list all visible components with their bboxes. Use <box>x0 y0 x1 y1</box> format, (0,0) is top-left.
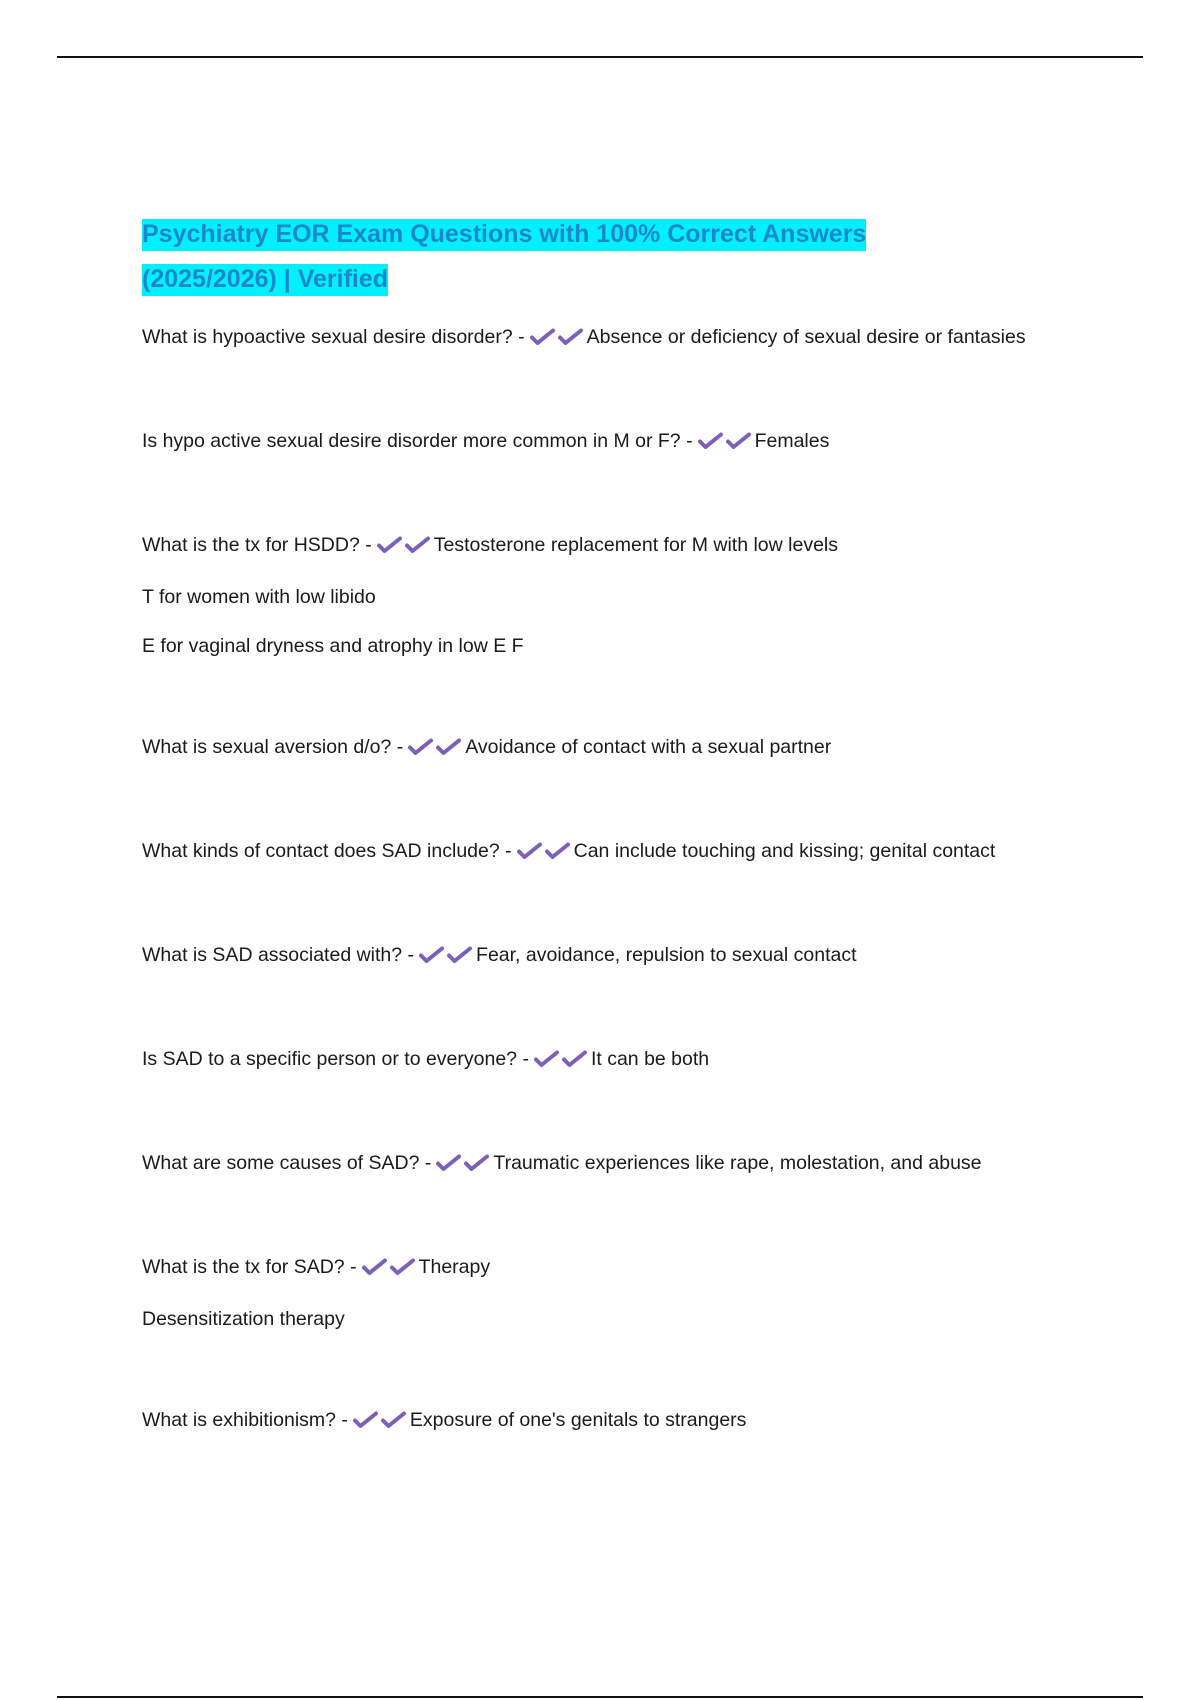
qa-line <box>142 938 1082 975</box>
check-icon <box>361 1258 389 1276</box>
check-icon <box>557 328 585 346</box>
qa-separator: - <box>424 1152 432 1174</box>
answer-text: Females <box>754 430 830 452</box>
qa-item <box>142 1042 1082 1079</box>
qa-line <box>142 424 1082 461</box>
verified-checks <box>529 323 585 357</box>
question-text: What is sexual aversion d/o? <box>142 736 392 758</box>
answer-text: Can include touching and kissing; genital contact <box>573 840 996 862</box>
question-text: Is hypo active sexual desire disorder more common in M or F? <box>142 430 681 452</box>
verified-checks <box>697 427 753 461</box>
answer-text: Therapy <box>418 1256 491 1278</box>
title-line-2: (2025/2026) | Verified <box>142 264 388 296</box>
check-icon <box>404 536 432 554</box>
qa-separator: - <box>505 840 512 862</box>
question-text: What is the tx for HSDD? <box>142 534 360 556</box>
check-icon <box>376 536 404 554</box>
qa-line <box>142 320 1082 357</box>
qa-separator: - <box>407 944 415 966</box>
check-icon <box>725 432 753 450</box>
qa-separator: - <box>350 1256 357 1278</box>
question-text: What is the tx for SAD? <box>142 1256 345 1278</box>
qa-item <box>142 834 1082 871</box>
qa-separator: - <box>522 1048 529 1070</box>
qa-line <box>142 1250 1082 1287</box>
qa-separator: - <box>396 736 404 758</box>
qa-line <box>142 1042 1082 1079</box>
check-icon <box>529 328 557 346</box>
qa-separator: - <box>518 326 525 348</box>
qa-separator: - <box>365 534 372 556</box>
qa-item <box>142 938 1082 975</box>
qa-item <box>142 320 1082 357</box>
check-icon <box>435 1154 463 1172</box>
check-icon <box>516 842 544 860</box>
qa-item <box>142 1250 1082 1336</box>
check-icon <box>352 1411 380 1429</box>
question-text: What are some causes of SAD? <box>142 1152 420 1174</box>
document-title <box>142 212 1082 302</box>
check-icon <box>533 1050 561 1068</box>
check-icon <box>561 1050 589 1068</box>
qa-line <box>142 1403 1082 1440</box>
question-text: What is SAD associated with? <box>142 944 403 966</box>
qa-separator: - <box>341 1409 348 1431</box>
check-icon <box>435 738 463 756</box>
verified-checks <box>533 1045 589 1079</box>
qa-line <box>142 1146 1082 1183</box>
document-body <box>142 212 1082 1507</box>
answer-extra-line: Desensitization therapy <box>142 1308 345 1330</box>
answer-extra-line: T for women with low libido <box>142 586 376 608</box>
top-rule <box>57 56 1143 58</box>
answer-text: Fear, avoidance, repulsion to sexual contact <box>476 944 857 966</box>
check-icon <box>463 1154 491 1172</box>
question-text: What kinds of contact does SAD include? <box>142 840 500 862</box>
check-icon <box>446 946 474 964</box>
answer-text: Absence or deficiency of sexual desire or fantasies <box>586 326 1026 348</box>
qa-item <box>142 424 1082 461</box>
qa-separator: - <box>686 430 693 452</box>
verified-checks <box>361 1253 417 1287</box>
verified-checks <box>376 531 432 565</box>
answer-extra-line: E for vaginal dryness and atrophy in low E F <box>142 635 524 657</box>
check-icon <box>697 432 725 450</box>
bottom-rule <box>57 1696 1143 1698</box>
check-icon <box>407 738 435 756</box>
verified-checks <box>435 1149 491 1183</box>
verified-checks <box>352 1406 408 1440</box>
verified-checks <box>418 941 474 975</box>
answer-text: It can be both <box>590 1048 710 1070</box>
qa-line <box>142 528 1082 565</box>
check-icon <box>418 946 446 964</box>
question-text: What is hypoactive sexual desire disorder? <box>142 326 513 348</box>
answer-text: Exposure of one's genitals to strangers <box>409 1409 747 1431</box>
check-icon <box>544 842 572 860</box>
check-icon <box>380 1411 408 1429</box>
qa-line <box>142 834 1082 871</box>
verified-checks <box>516 837 572 871</box>
question-text: What is exhibitionism? <box>142 1409 336 1431</box>
qa-item <box>142 1403 1082 1440</box>
title-line-1: Psychiatry EOR Exam Questions with 100% Correct Answers <box>142 219 866 251</box>
answer-text: Testosterone replacement for M with low levels <box>433 534 839 556</box>
verified-checks <box>407 733 463 767</box>
answer-text: Avoidance of contact with a sexual partner <box>465 736 832 758</box>
answer-text: Traumatic experiences like rape, molestation, and abuse <box>493 1152 982 1174</box>
qa-item <box>142 1146 1082 1183</box>
qa-list <box>142 320 1082 1440</box>
qa-line <box>142 730 1082 767</box>
qa-item <box>142 730 1082 767</box>
check-icon <box>389 1258 417 1276</box>
question-text: Is SAD to a specific person or to everyone? <box>142 1048 518 1070</box>
qa-item <box>142 528 1082 663</box>
